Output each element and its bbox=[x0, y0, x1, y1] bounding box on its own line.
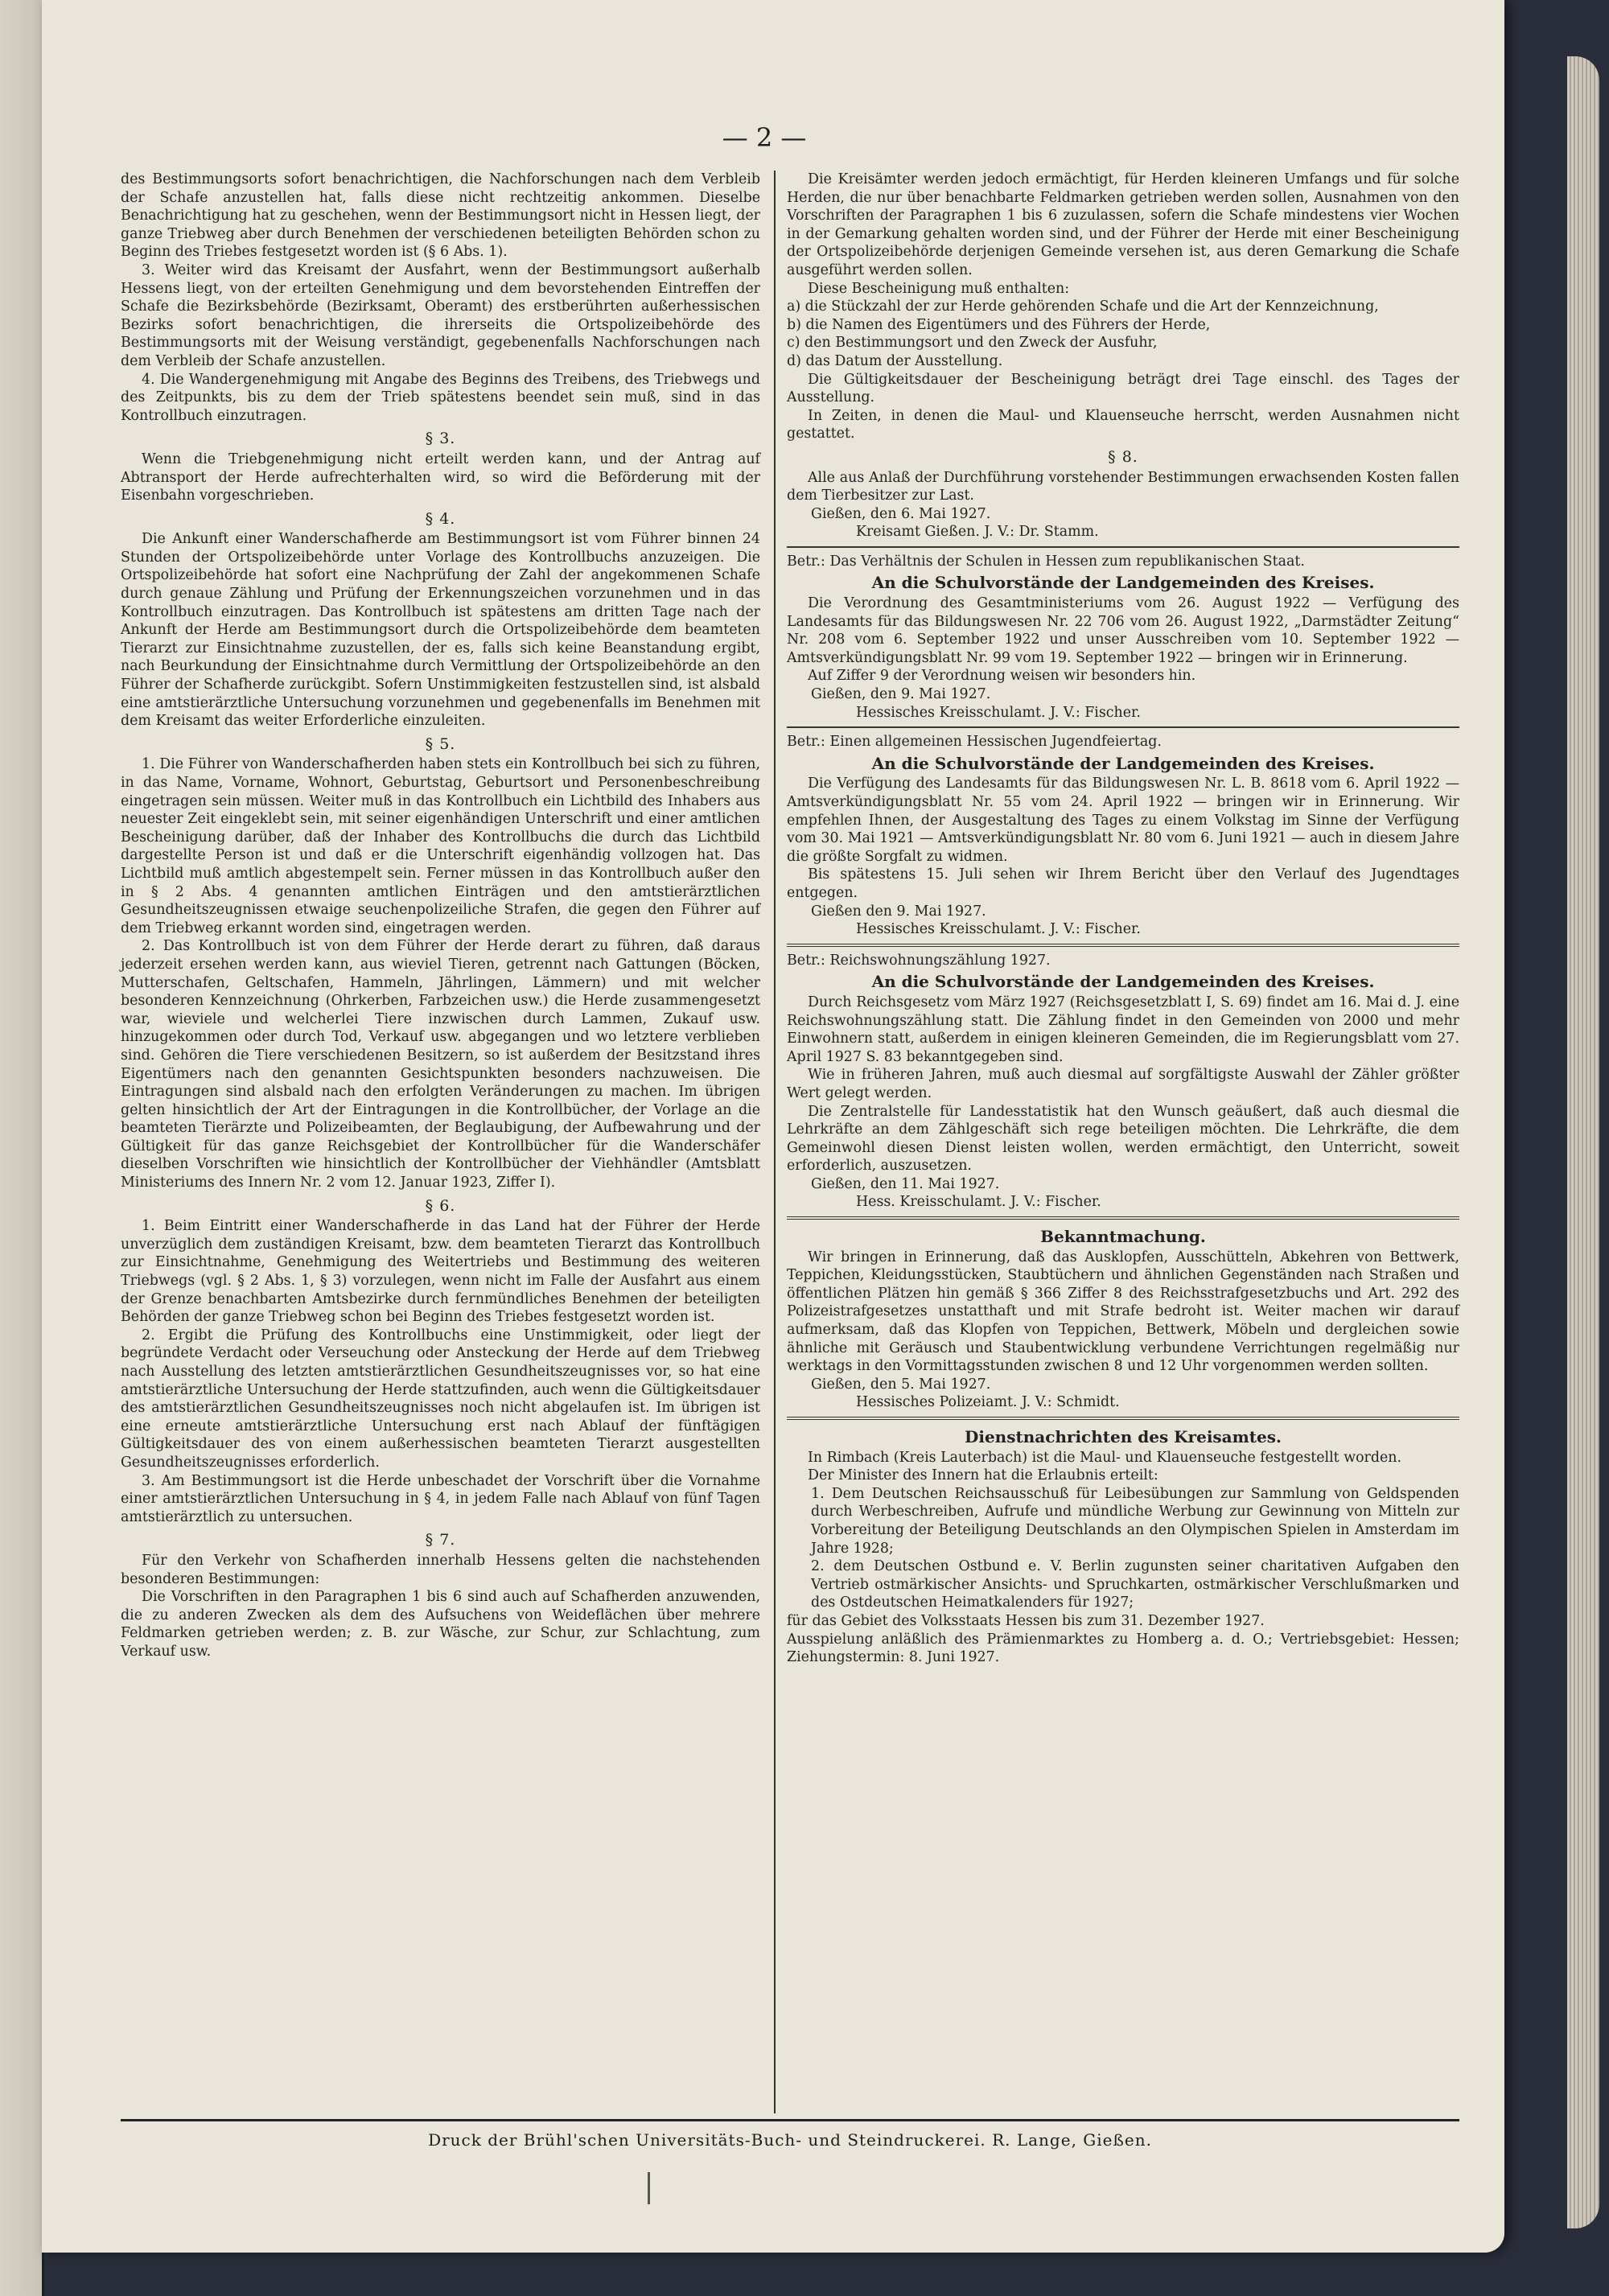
paragraph: Alle aus Anlaß der Durchführung vorstehender Bestimmungen erwachsenden Kosten fallen dem Tierbesitzer zur Last. bbox=[787, 469, 1459, 504]
paragraph: Die Zentralstelle für Landesstatistik hat den Wunsch geäußert, daß auch diesmal die Lehrkräfte an dem Zählgeschäft sich rege beteiligen möchten. Die Lehrkräfte, die dem Gemeinwohl diesen Dienst leisten wollen, werden ermächtigt, den Unterricht, soweit erforderlich, auszusetzen. bbox=[787, 1103, 1459, 1175]
paragraph: In Zeiten, in denen die Maul- und Klauenseuche herrscht, werden Ausnahmen nicht gestattet. bbox=[787, 407, 1459, 442]
subject-line: Betr.: Reichswohnungszählung 1927. bbox=[787, 952, 1051, 969]
notice-heading: Bekanntmachung. bbox=[1040, 1227, 1206, 1247]
footer-rule bbox=[121, 2119, 1459, 2121]
paragraph: 2. Das Kontrollbuch ist von dem Führer der Herde derart zu führen, daß daraus jederzeit ersehen werden kann, aus wieviel Tieren, getrennt nach Gattungen (Böcken, Mutterschafen, Geltschafen, Hammeln, Jährlingen, Lämmern) und mit welcher besonderen Kennzeichnung (Ohrkerben, Farbzeichen usw.) die Herde zusammengesetzt war, wieviele und welcherlei Tiere inzwischen durch Lammen, Zukauf usw. hinzugekommen oder durch Tod, Verkauf usw. abgegangen und wo letztere verblieben sind. Gehören die Tiere verschiedenen Besitzern, so ist außerdem der Besitzstand ihres Eigentümers nach den genannten Gesichtspunkten besonders nachzuweisen. Die Eintragungen sind alsbald nach den erfolgten Veränderungen zu machen. Im übrigen gelten hinsichtlich der Art der Eintragungen in die Kontrollbücher, der Vorlage an die beamteten Tierärzte und Polizeibeamten, der Beglaubigung, der Aufbewahrung und der Gültigkeit für das ganze Reichsgebiet der Kontrollbücher für die Wanderschäfer dieselben Vorschriften wie hinsichtlich der Kontrollbücher der Viehhändler (Amtsblatt Ministeriums des Innern Nr. 2 vom 12. Januar 1923, Ziffer I). bbox=[121, 938, 760, 1191]
section-heading: § 6. bbox=[425, 1196, 456, 1215]
signature-line: Hessisches Kreisschulamt. J. V.: Fischer. bbox=[856, 704, 1141, 721]
binding-mark bbox=[648, 2172, 650, 2204]
paragraph: Für den Verkehr von Schafherden innerhalb Hessens gelten die nachstehenden besonderen Bestimmungen: bbox=[121, 1552, 760, 1587]
paragraph: Die Kreisämter werden jedoch ermächtigt, für Herden kleineren Umfangs und für solche Herden, die nur über benachbarte Feldmarken getrieben werden sollen, Ausnahmen von den Vorschriften der Paragraphen 1 bis 6 zuzulassen, sofern die Schafe mindestens vier Wochen in der Gemarkung gehalten worden sind, und der Führer der Herde mit einer Bescheinigung der Ortspolizeibehörde derjenigen Gemeinde versehen ist, aus deren Gemarkung die Schafe ausgeführt werden sollen. bbox=[787, 171, 1459, 278]
facing-page-edge bbox=[0, 0, 44, 2296]
list-item: 1. Dem Deutschen Reichsausschuß für Leibesübungen zur Sammlung von Geldspenden durch Werbeschreiben, Aufrufe und mündliche Werbung zur Gewinnung von Mitteln zur Vorbereitung der Beteiligung Deutschlands an den Olympischen Spielen in Amsterdam im Jahre 1928; bbox=[811, 1485, 1459, 1557]
notice-block bbox=[787, 546, 1459, 722]
paragraph: Die Verfügung des Landesamts für das Bildungswesen Nr. L. B. 8618 vom 6. April 1922 — Amtsverkündigungsblatt Nr. 55 vom 24. April 1922 — bringen wir in Erinnerung. Wir empfehlen Ihnen, der Ausgestaltung des Tages zu einem Volkstag im Sinne der Verfügung vom 30. Mai 1921 — Amtsverkündigungsblatt Nr. 80 vom 6. Juni 1921 — auch in diesem Jahre die größte Sorgfalt zu widmen. bbox=[787, 776, 1459, 865]
section-heading: § 7. bbox=[425, 1531, 456, 1549]
paragraph: 4. Die Wandergenehmigung mit Angabe des Beginns des Treibens, des Triebwegs und des Zeitpunkts, bis zu dem der Trieb spätestens beendet sein muß, sind in das Kontrollbuch einzutragen. bbox=[121, 371, 760, 424]
paragraph: Der Minister des Innern hat die Erlaubnis erteilt: bbox=[808, 1467, 1158, 1484]
notice-block bbox=[787, 726, 1459, 939]
paragraph: des Bestimmungsorts sofort benachrichtigen, die Nachforschungen nach dem Verbleib der Schafe anzustellen hat, falls diese nicht rechtzeitig ankommen. Dieselbe Benachrichtigung hat zu geschehen, wenn der Bestimmungsort nicht in Hessen liegt, der ganze Triebweg aber durch Benehmen der verschiedenen beteiligten Behörden schon zu Beginn des Triebes festgesetzt worden ist (§ 6 Abs. 1). bbox=[121, 171, 760, 261]
notice-heading: Dienstnachrichten des Kreisamtes. bbox=[965, 1427, 1282, 1446]
paragraph: 2. Ergibt die Prüfung des Kontrollbuchs eine Unstimmigkeit, oder liegt der begründete Verdacht oder Verseuchung oder Ansteckung der Herde auf dem Triebweg nach Ausstellung des letzten amtstierärztlichen Gesundheitszeugnisses vor, so hat eine amtstierärztliche Untersuchung der Herde stattzufinden, auch wenn die Gültigkeitsdauer des amtstierärztlichen Gesundheitszeugnisses noch nicht abgelaufen ist. Im übrigen ist eine erneute amtstierärztliche Untersuchung erst nach Ablauf der fünftägigen Gültigkeitsdauer des von einem außerhessischen beamteten Tierarzt ausgestellten Gesundheitszeugnisses erforderlich. bbox=[121, 1327, 760, 1471]
paragraph: Bis spätestens 15. Juli sehen wir Ihrem Bericht über den Verlauf des Jugendtages entgegen. bbox=[787, 866, 1459, 901]
list-item: d) das Datum der Ausstellung. bbox=[787, 352, 1003, 369]
paragraph: Auf Ziffer 9 der Verordnung weisen wir besonders hin. bbox=[808, 668, 1196, 685]
paragraph: für das Gebiet des Volksstaats Hessen bis zum 31. Dezember 1927. bbox=[787, 1612, 1265, 1629]
book-page-edges bbox=[1567, 56, 1599, 2228]
notice-heading: An die Schulvorstände der Landgemeinden des Kreises. bbox=[871, 573, 1375, 593]
signature-line: Hessisches Kreisschulamt. J. V.: Fischer. bbox=[856, 921, 1141, 938]
section-heading: § 4. bbox=[425, 509, 456, 528]
paragraph: Wir bringen in Erinnerung, daß das Ausklopfen, Ausschütteln, Abkehren von Bettwerk, Teppichen, Kleidungsstücken, Staubtüchern und ähnlichen Gegenständen nach Straßen und öffentlichen Plätzen hin gemäß § 366 Ziffer 8 des Reichsstrafgesetzbuchs und Art. 292 des Polizeistrafgesetzes unstatthaft und mit Strafe bedroht ist. Weiter machen wir darauf aufmerksam, daß das Klopfen von Teppichen, Bettwerk, Möbeln und dergleichen sowie ähnliche mit Geräusch und Staubentwicklung verbundene Verrichtungen regelmäßig nur werktags in den Vormittagsstunden zwischen 8 und 12 Uhr vorgenommen werden sollten. bbox=[787, 1249, 1459, 1375]
paragraph: Durch Reichsgesetz vom März 1927 (Reichsgesetzblatt I, S. 69) findet am 16. Mai d. J. eine Reichswohnungszählung statt. Die Zählung findet in den Gemeinden von 2000 und mehr Einwohnern statt, außerdem in einigen kleineren Gemeinden, die im Regierungsblatt vom 27. April 1927 S. 83 bekanntgegeben sind. bbox=[787, 994, 1459, 1065]
paragraph: 1. Die Führer von Wanderschafherden haben stets ein Kontrollbuch bei sich zu führen, in das Name, Vorname, Wohnort, Geburtstag, Geburtsort und Personenbeschreibung eingetragen sein müssen. Weiter muß in das Kontrollbuch ein Lichtbild des Inhabers aus neuester Zeit eingeklebt sein, mit seiner eigenhändigen Unterschrift und einer amtlichen Bescheinigung darüber, daß der Inhaber des Kontrollbuchs die durch das Lichtbild dargestellte Person ist und daß er die Unterschrift eigenhändig vollzogen hat. Das Lichtbild muß amtlich abgestempelt sein. Ferner müssen in das Kontrollbuch außer den in § 2 Abs. 4 genannten amtlichen Einträgen und den amtstierärztlichen Gesundheitszeugnissen etwaige seuchenpolizeiliche Strafen, die gegen den Führer auf dem Triebweg erkannt worden sind, eingetragen werden. bbox=[121, 756, 760, 936]
paragraph: Die Vorschriften in den Paragraphen 1 bis 6 sind auch auf Schafherden anzuwenden, die zu anderen Zwecken als dem des Aufsuchens von Weideflächen über mehrere Feldmarken getrieben werden; z. B. zur Wäsche, zur Schur, zur Schlachtung, zum Verkauf usw. bbox=[121, 1589, 760, 1660]
notice-block bbox=[787, 944, 1459, 1212]
subject-line: Betr.: Das Verhältnis der Schulen in Hessen zum republikanischen Staat. bbox=[787, 553, 1305, 570]
paragraph: Wie in früheren Jahren, muß auch diesmal auf sorgfältigste Auswahl der Zähler größter Wert gelegt werden. bbox=[787, 1067, 1459, 1101]
notice-heading: An die Schulvorstände der Landgemeinden des Kreises. bbox=[871, 972, 1375, 992]
page-number: — 2 — bbox=[722, 122, 807, 153]
list-item: c) den Bestimmungsort und den Zweck der Ausfuhr, bbox=[787, 335, 1158, 352]
date-line: Gießen den 9. Mai 1927. bbox=[811, 903, 986, 920]
printer-imprint: Druck der Brühl'schen Universitäts-Buch- und Steindruckerei. R. Lange, Gießen. bbox=[428, 2130, 1152, 2150]
section-heading: § 3. bbox=[425, 430, 456, 448]
paragraph: In Rimbach (Kreis Lauterbach) ist die Maul- und Klauenseuche festgestellt worden. bbox=[808, 1449, 1402, 1466]
paragraph: Die Ankunft einer Wanderschafherde am Bestimmungsort ist vom Führer binnen 24 Stunden der Ortspolizeibehörde unter Vorlage des Kontrollbuchs anzuzeigen. Die Ortspolizeibehörde hat sofort eine Nachprüfung der Zahl der angekommenen Schafe durch genaue Zählung und Prüfung der Erkennungszeichen vorzunehmen und in das Kontrollbuch einzutragen. Das Kontrollbuch ist spätestens am dritten Tage nach der Ankunft der Herde am Bestimmungsort durch die Ortspolizeibehörde dem beamteten Tierarzt zur Einsichtnahme zuzustellen, der es, falls sich keine Beanstandung ergibt, nach Beurkundung der Einsichtnahme durch Vermittlung der Ortspolizeibehörde an den Führer der Schafherde zurückgibt. Sofern Unstimmigkeiten festzustellen sind, ist alsbald eine amtstierärztliche Untersuchung vorzunehmen und gegebenenfalls im Benehmen mit dem Kreisamt das weiter Erforderliche einzuleiten. bbox=[121, 531, 760, 730]
date-line: Gießen, den 11. Mai 1927. bbox=[811, 1175, 1000, 1192]
paragraph: Die Verordnung des Gesamtministeriums vom 26. August 1922 — Verfügung des Landesamts für das Bildungswesen Nr. 22 706 vom 26. August 1922, „Darmstädter Zeitung“ Nr. 208 vom 6. September 1922 und unser Ausschreiben vom 10. September 1922 — Amtsverkündigungsblatt Nr. 99 vom 19. September 1922 — bringen wir in Erinnerung. bbox=[787, 595, 1459, 666]
paragraph: Die Gültigkeitsdauer der Bescheinigung beträgt drei Tage einschl. des Tages der Ausstellung. bbox=[787, 371, 1459, 406]
list-item: a) die Stückzahl der zur Herde gehörenden Schafe und die Art der Kennzeichnung, bbox=[787, 298, 1379, 315]
section-heading: § 8. bbox=[1108, 447, 1138, 466]
date-line: Gießen, den 9. Mai 1927. bbox=[811, 686, 991, 703]
signature-line: Hessisches Polizeiamt. J. V.: Schmidt. bbox=[856, 1394, 1120, 1411]
notice-block bbox=[787, 1417, 1459, 1667]
date-line: Gießen, den 5. Mai 1927. bbox=[811, 1376, 991, 1393]
paragraph: 3. Am Bestimmungsort ist die Herde unbeschadet der Vorschrift über die Vornahme einer amtstierärztlichen Untersuchung in § 4, in jedem Falle nach Ablauf von fünf Tagen amtstierärztlich zu untersuchen. bbox=[121, 1472, 760, 1525]
date-line: Gießen, den 6. Mai 1927. bbox=[811, 505, 991, 522]
notice-block bbox=[787, 1216, 1459, 1412]
signature-line: Kreisamt Gießen. J. V.: Dr. Stamm. bbox=[856, 524, 1099, 541]
list-item: 2. dem Deutschen Ostbund e. V. Berlin zugunsten seiner charitativen Aufgaben den Vertrieb ostmärkischer Ansichts- und Spruchkarten, ostmärkischer Verschlußmarken und des Ostdeutschen Heimatkalenders für 1927; bbox=[811, 1558, 1459, 1611]
list-item: b) die Namen des Eigentümers und des Führers der Herde, bbox=[787, 316, 1211, 333]
notice-heading: An die Schulvorstände der Landgemeinden des Kreises. bbox=[871, 753, 1375, 773]
column-divider bbox=[774, 171, 776, 2113]
section-heading: § 5. bbox=[425, 734, 456, 753]
right-column bbox=[787, 171, 1459, 1667]
paragraph: 1. Beim Eintritt einer Wanderschafherde in das Land hat der Führer der Herde unverzüglich dem zuständigen Kreisamt, bzw. dem beamteten Tierarzt das Kontrollbuch zur Einsichtnahme, Genehmigung des Weitertriebs und Bestimmung des weiteren Triebwegs (vgl. § 2 Abs. 1, § 3) vorzulegen, wenn nicht im Falle der Ausfahrt aus einem der Grenze benachbarten Amtsbezirke durch fernmündliches Benehmen der beteiligten Behörden der ganze Triebweg schon bei Beginn des Triebes festgesetzt worden ist. bbox=[121, 1218, 760, 1326]
subject-line: Betr.: Einen allgemeinen Hessischen Jugendfeiertag. bbox=[787, 734, 1162, 751]
paragraph: Diese Bescheinigung muß enthalten: bbox=[808, 280, 1070, 297]
paragraph: Ausspielung anläßlich des Prämienmarktes zu Homberg a. d. O.; Vertriebsgebiet: Hessen; Ziehungstermin: 8. Juni 1927. bbox=[787, 1631, 1459, 1666]
paragraph: Wenn die Triebgenehmigung nicht erteilt werden kann, und der Antrag auf Abtransport der Herde aufrechterhalten wird, so wird die Beförderung mit der Eisenbahn vorgeschrieben. bbox=[121, 451, 760, 504]
left-column bbox=[121, 171, 760, 1661]
signature-line: Hess. Kreisschulamt. J. V.: Fischer. bbox=[856, 1194, 1101, 1211]
paragraph: 3. Weiter wird das Kreisamt der Ausfahrt, wenn der Bestimmungsort außerhalb Hessens liegt, von der erteilten Genehmigung und dem bevorstehenden Eintreffen der Schafe die Bezirksbehörde (Bezirksamt, Oberamt) des erstberührten außerhessischen Bezirks sofort benachrichtigen, die ihrerseits die Ortspolizeibehörde des Bestimmungsorts mit der Weisung verständigt, gegebenenfalls Nachforschungen nach dem Verbleib der Schafe anzustellen. bbox=[121, 261, 760, 369]
